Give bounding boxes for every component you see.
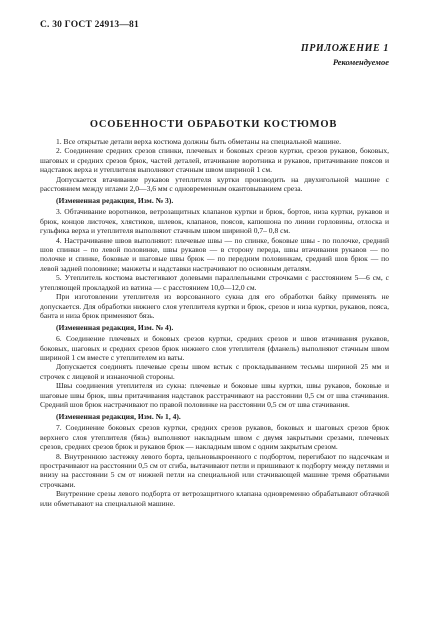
- document-body: [40, 137, 389, 508]
- amendment-note: (Измененная редакция, Изм. № 4).: [56, 322, 174, 332]
- paragraph: При изготовлении утеплителя из ворсованного сукна для его обработки байку применять не допускается. Для обработки нижнего слоя утеплителя куртки и брюк, срезов и низа куртки, рукавов, пояса, банта и низа брюк применяют бязь.: [40, 292, 389, 321]
- paragraph: 7. Соединение боковых срезов куртки, средних срезов рукавов, боковых и шаговых срезов брюк верхнего слоя утеплителя (бязь) выполняют накладным швом с двумя закрытыми срезами, плечевых срезов, средних срезов брюк и рукавов брюк — накладным швом с одним закрытым срезом.: [40, 423, 389, 452]
- appendix-subtitle: Рекомендуемое: [332, 57, 389, 67]
- paragraph: 6. Соединение плечевых и боковых срезов куртки, средних срезов и швов втачивания рукавов, боковых, шаговых и средних срезов брюк нижнего слоя утеплителя (фланель) выполняют стачным швом шириной 1 см вместе с утеплителем из ваты.: [40, 334, 389, 362]
- paragraph: 4. Настрачивание швов выполняют: плечевые швы — по спинке, боковые швы - по полочке, средний шов спинки – по левой половинке, швы рукавов — в сторону переда, швы втачивания рукавов — по полочке и спинке, боковые и шаговые швы брюк — по передним половинкам, средний шов брюк — по левой задней половинке; манжеты и надставки настрачивают по основным деталям.: [40, 235, 389, 273]
- paragraph: 3. Обтачивание воротников, ветрозащитных клапанов куртки и брюк, бортов, низа куртки, рукавов и брюк, концов листочек, хлястиков, шлевок, клапанов, поясов, капюшона по линии горловины, отлоска и гульфика верха и утеплителя выполняют стачным швом шириной 0,7– 0,8 см.: [40, 207, 389, 236]
- page-header: С. 30 ГОСТ 24913—81: [40, 20, 139, 30]
- paragraph: 2. Соединение средних срезов спинки, плечевых и боковых срезов куртки, срезов рукавов, боковых, шаговых и средних срезов брюк, частей деталей, втачивание воротника и рукавов, притачивание поясов и надставок верха и утеплителя выполняют стачным швом шириной 1 см.: [40, 146, 389, 175]
- appendix-title: ПРИЛОЖЕНИЕ 1: [300, 43, 389, 54]
- amendment-note: (Измененная редакция, Изм. № 3).: [56, 195, 174, 205]
- paragraph: Допускается соединять плечевые срезы швом встык с прокладыванием тесьмы шириной 25 мм и строчек с лицевой и изнаночной стороны.: [40, 362, 389, 381]
- paragraph: Допускается втачивание рукавов утеплителя куртки производить на двухигольной машине с расстоянием между иглами 2,0—3,6 мм с одновременным окантовыванием среза.: [40, 174, 389, 194]
- appendix-block: [301, 43, 389, 67]
- amendment-note: (Измененная редакция, Изм. № 1, 4).: [56, 411, 181, 421]
- paragraph: 1. Все открытые детали верха костюма должны быть обметаны на специальной машине.: [56, 137, 342, 146]
- paragraph: 8. Внутреннюю застежку левого борта, цельновыкроенного с подбортом, перегибают по надсечкам и прострачивают на расстоянии 0,5 см от сгиба, вытачивают петли и пришивают к подборту между петлями и внизу на расстоянии 5 см от нижней петли на специальной или стачивающей машине тремя обратными строчками.: [40, 451, 389, 489]
- paragraph: Внутренние срезы левого подборта от ветрозащитного клапана одновременно обрабатывают обтачкой или обметывают на специальной машине.: [40, 489, 389, 508]
- paragraph: Швы соединения утеплителя из сукна: плечевые и боковые швы куртки, швы рукавов, боковые и шаговые швы брюк, швы притачивания надставок расстрачивают на расстоянии 0,5 см от шва стачивания. Средний шов брюк настрачивают по правой половинке на расстоянии 0,5 см от шва стачивания.: [40, 381, 389, 410]
- document-title: ОСОБЕННОСТИ ОБРАБОТКИ КОСТЮМОВ: [89, 119, 338, 130]
- paragraph: 5. Утеплитель костюма выстегивают долевыми параллельными строчками с расстоянием 5—6 см, с утепляющей прокладкой из ватина — с расстоянием 10,0—12,0 см.: [40, 273, 389, 292]
